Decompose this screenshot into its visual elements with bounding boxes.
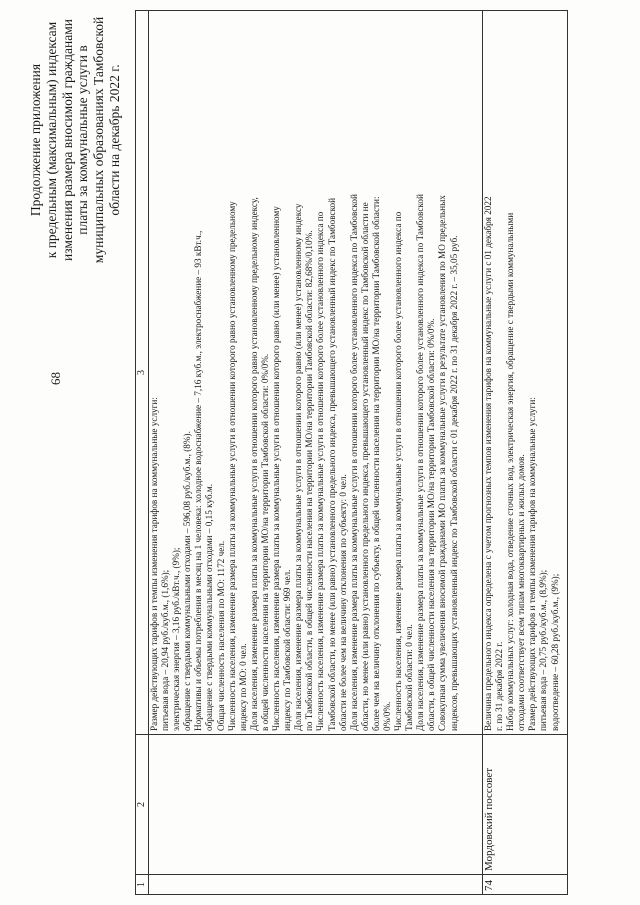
text-line: питьевая вода – 20,94 руб./куб.м., (1,6%); bbox=[160, 569, 171, 731]
text-line: Тамбовской области: 0 чел. bbox=[404, 624, 415, 731]
text-line: области, в общей численности населения на территории МО/на территории Тамбовской области: 0%/0%. bbox=[426, 318, 437, 731]
text-line: Набор коммунальных услуг: холодная вода, отведение сточных вод, электрическая энергия, обращение с твердыми коммунальными bbox=[505, 212, 516, 731]
description-cell bbox=[149, 11, 483, 735]
text-line: Размер действующих тарифов и темпы изменения тарифов на коммунальные услуги: bbox=[527, 397, 538, 731]
header-line: платы за коммунальные услуги в bbox=[75, 45, 91, 235]
text-line: Численность населения, изменение размера платы за коммунальные услуги в отношении которого равно установленному предельному bbox=[226, 201, 237, 731]
table-row bbox=[483, 11, 568, 895]
text-line: Доля населения, изменение размера платы за коммунальные услуги в отношении которого более установленного индекса по Тамбовской bbox=[415, 194, 426, 731]
text-line: индексов, превышающих установленный индекс по Тамбовской области с 01 декабря 2022 г. по 31 декабря 2022 г. – 35,05 руб. bbox=[448, 235, 459, 731]
page-number: 68 bbox=[48, 372, 63, 385]
text-line: Нормативы и объемы потребления в месяц на 1 человека: холодное водоснабжение – 7,16 куб.м., электроснабжение – 93 кВт.ч., bbox=[193, 230, 204, 731]
text-line: индексу по МО: 0 чел. bbox=[237, 643, 248, 731]
text-line: питьевая вода – 20,75 руб./куб.м., (8,9%); bbox=[538, 569, 549, 731]
text-line: электрическая энергия – 3,16 руб./кВт.ч., (9%); bbox=[171, 547, 182, 731]
municipality-cell bbox=[149, 735, 483, 875]
text-line: г. по 31 декабря 2022 г. bbox=[494, 641, 505, 731]
text-line: Численность населения, изменение размера платы за коммунальные услуги в отношении которого равно (или менее) установленному bbox=[271, 206, 282, 731]
text-line: Доля населения, изменение размера платы за коммунальные услуги в отношении которого более установленного индекса по Тамбовской bbox=[348, 194, 359, 731]
text-line: по Тамбовской области, в общей численности населения на территории МО/на территории Тамбовской области: 82,68%/0,10%. bbox=[304, 230, 315, 731]
text-line: отходами соответствует всем типам многоквартирных и жилых домов. bbox=[516, 454, 527, 731]
table-row bbox=[149, 11, 483, 895]
text-line: 0%/0%. bbox=[381, 701, 392, 731]
municipality-cell: Мордовский поссовет bbox=[483, 735, 568, 875]
text-line: Доля населения, изменение размера платы за коммунальные услуги в отношении которого равно (или менее) установленному индексу bbox=[293, 203, 304, 731]
text-line: Совокупная сумма увеличения вносимой гражданами МО платы за коммунальные услуги в результате установления по МО предельных bbox=[437, 195, 448, 731]
text-line: более чем на величину отклонения по субъекту, в общей численности населения на территории МО/на территории Тамбовской области: bbox=[370, 196, 381, 731]
description-cell bbox=[483, 11, 568, 735]
header-line: Продолжение приложения bbox=[28, 63, 43, 217]
row-number-cell: 74 bbox=[483, 875, 568, 895]
text-line: области, но менее (или равно) установленного предельного индекса, превышающего установленный индекс по Тамбовской области не bbox=[359, 202, 370, 731]
text-line: Тамбовской области, но менее (или равно) установленного предельного индекса, превышающего установленный индекс по Тамбовской bbox=[326, 197, 337, 731]
text-line: Численность населения, изменение размера платы за коммунальные услуги в отношении которого более установленного индекса по bbox=[315, 211, 326, 731]
header-line: к предельным (максимальным) индексам bbox=[43, 21, 59, 259]
header-line: области на декабрь 2022 г. bbox=[106, 64, 122, 216]
text-line: Доля населения, изменение размера платы за коммунальные услуги в отношении которого равно установленному предельному индексу, bbox=[248, 197, 259, 731]
text-line: обращение с твердыми коммунальными отходами – 596,08 руб./куб.м., (8%). bbox=[182, 431, 193, 731]
text-line: Величина предельного индекса определена с учетом прогнозных темпов изменения тарифов на коммунальные услуги с 01 декабря 2022 bbox=[483, 196, 493, 731]
text-line: водоотведение – 60,28 руб./куб.м., (9%); bbox=[549, 573, 560, 731]
header-line: изменения размера вносимой гражданами bbox=[59, 19, 75, 261]
text-line: в общей численности населения на территории МО/на территории Тамбовской области: 0%/0%. bbox=[259, 353, 270, 731]
text-line: Общая численность населения по МО: 1172 чел. bbox=[215, 540, 226, 731]
column-header: 1 bbox=[136, 875, 149, 895]
indices-table bbox=[135, 10, 568, 895]
column-header: 2 bbox=[136, 735, 149, 875]
text-line: Размер действующих тарифов и темпы изменения тарифов на коммунальные услуги: bbox=[149, 397, 159, 731]
column-header: 3 bbox=[136, 11, 149, 735]
text-line: обращение с твердыми коммунальными отходами – 0,15 куб.м. bbox=[204, 484, 215, 731]
text-line: области не более чем на величину отклонения по субъекту: 0 чел. bbox=[337, 474, 348, 731]
appendix-header bbox=[28, 5, 123, 275]
text-line: Численность населения, изменение размера платы за коммунальные услуги в отношении которого более установленного индекса по bbox=[393, 211, 404, 731]
row-number-cell bbox=[149, 875, 483, 895]
header-line: муниципальных образованиях Тамбовской bbox=[91, 16, 107, 264]
text-line: индексу по Тамбовской области: 969 чел. bbox=[282, 569, 293, 731]
table-header-row bbox=[136, 11, 149, 895]
